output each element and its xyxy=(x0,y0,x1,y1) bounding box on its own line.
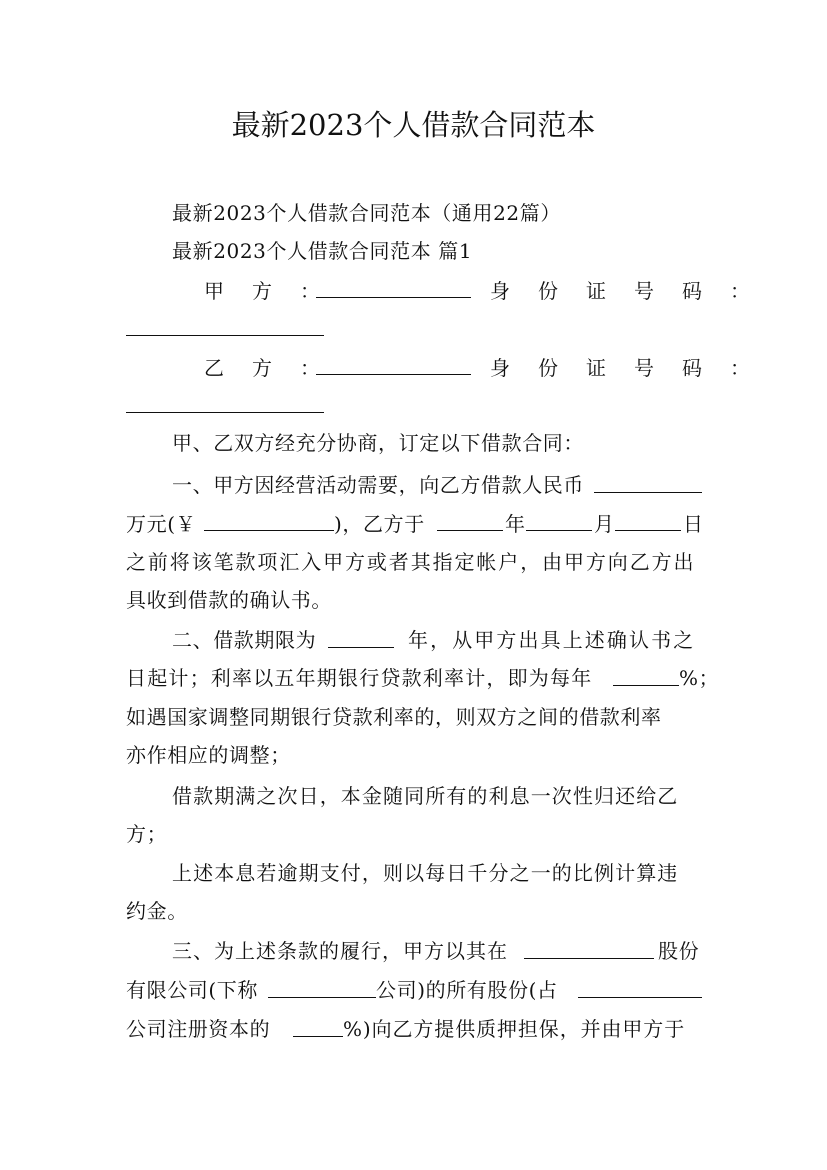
clause-5-line-1a: 三、为上述条款的履行，甲方以其在 xyxy=(172,939,508,963)
clause-2-line-3: 如遇国家调整同期银行贷款利率的，则双方之间的借款利率 xyxy=(126,705,662,729)
clause-4-line-1: 上述本息若逾期支付，则以每日千分之一的比例计算违 xyxy=(172,861,679,885)
clause-1-month-label: 月 xyxy=(594,512,615,536)
clause-2-line-1a: 二、借款期限为 xyxy=(172,628,317,652)
clause-5-line-1b: 股份 xyxy=(658,939,700,963)
party-a-label: 甲 方 ： xyxy=(204,279,324,303)
party-b-name-blank xyxy=(316,373,471,375)
interest-rate-blank xyxy=(613,684,679,686)
clause-1-line-1: 一、甲方因经营活动需要，向乙方借款人民币 xyxy=(172,473,584,497)
loan-amount-number-blank xyxy=(204,529,334,531)
party-a-id-label: 身 份 证 号 码 ： xyxy=(490,279,754,303)
document-title: 最新2023个人借款合同范本 xyxy=(231,108,596,142)
registered-capital-percent-blank xyxy=(293,1035,343,1037)
clause-1-day-label: 日 xyxy=(683,512,704,536)
clause-1-line-4: 具收到借款的确认书。 xyxy=(126,588,332,612)
party-a-id-blank xyxy=(126,334,324,336)
party-b-id-blank xyxy=(126,411,324,413)
clause-1-year-label: 年 xyxy=(505,512,526,536)
year-blank xyxy=(437,529,503,531)
clause-5-line-2a: 有限公司(下称 xyxy=(126,978,259,1002)
section-heading: 最新2023个人借款合同范本 篇1 xyxy=(172,239,473,263)
document-subtitle: 最新2023个人借款合同范本（通用22篇） xyxy=(172,201,561,225)
party-a-name-blank xyxy=(316,296,471,298)
day-blank xyxy=(615,529,681,531)
month-blank xyxy=(526,529,592,531)
clause-2-line-2b: %； xyxy=(679,666,720,690)
party-b-id-label: 身 份 证 号 码 ： xyxy=(490,356,754,380)
share-percentage-blank xyxy=(578,996,702,998)
clause-3-line-2: 方； xyxy=(126,822,168,846)
loan-amount-blank xyxy=(594,491,702,493)
company-short-name-blank xyxy=(268,996,376,998)
loan-term-blank xyxy=(328,646,394,648)
clause-5-line-3b: %)向乙方提供质押担保，并由甲方于 xyxy=(343,1017,686,1041)
clause-5-line-3a: 公司注册资本的 xyxy=(126,1017,271,1041)
clause-5-line-2b: 公司)的所有股份(占 xyxy=(376,978,558,1002)
clause-2-line-1b: 年，从甲方出具上述确认书之 xyxy=(408,628,696,652)
clause-1-line-2a: 万元(￥ xyxy=(126,512,197,536)
party-b-label: 乙 方 ： xyxy=(204,356,324,380)
clause-2-line-4: 亦作相应的调整； xyxy=(126,743,291,767)
clause-2-line-2a: 日起计；利率以五年期银行贷款利率计，即为每年 xyxy=(126,666,593,690)
clause-1-line-2b: )，乙方于 xyxy=(334,512,425,536)
intro-paragraph: 甲、乙双方经充分协商，订定以下借款合同： xyxy=(172,431,584,455)
company-name-blank xyxy=(524,957,654,959)
clause-3-line-1: 借款期满之次日，本金随同所有的利息一次性归还给乙 xyxy=(172,784,679,808)
clause-4-line-2: 约金。 xyxy=(126,899,188,923)
clause-1-line-3: 之前将该笔款项汇入甲方或者其指定帐户，由甲方向乙方出 xyxy=(126,550,696,574)
